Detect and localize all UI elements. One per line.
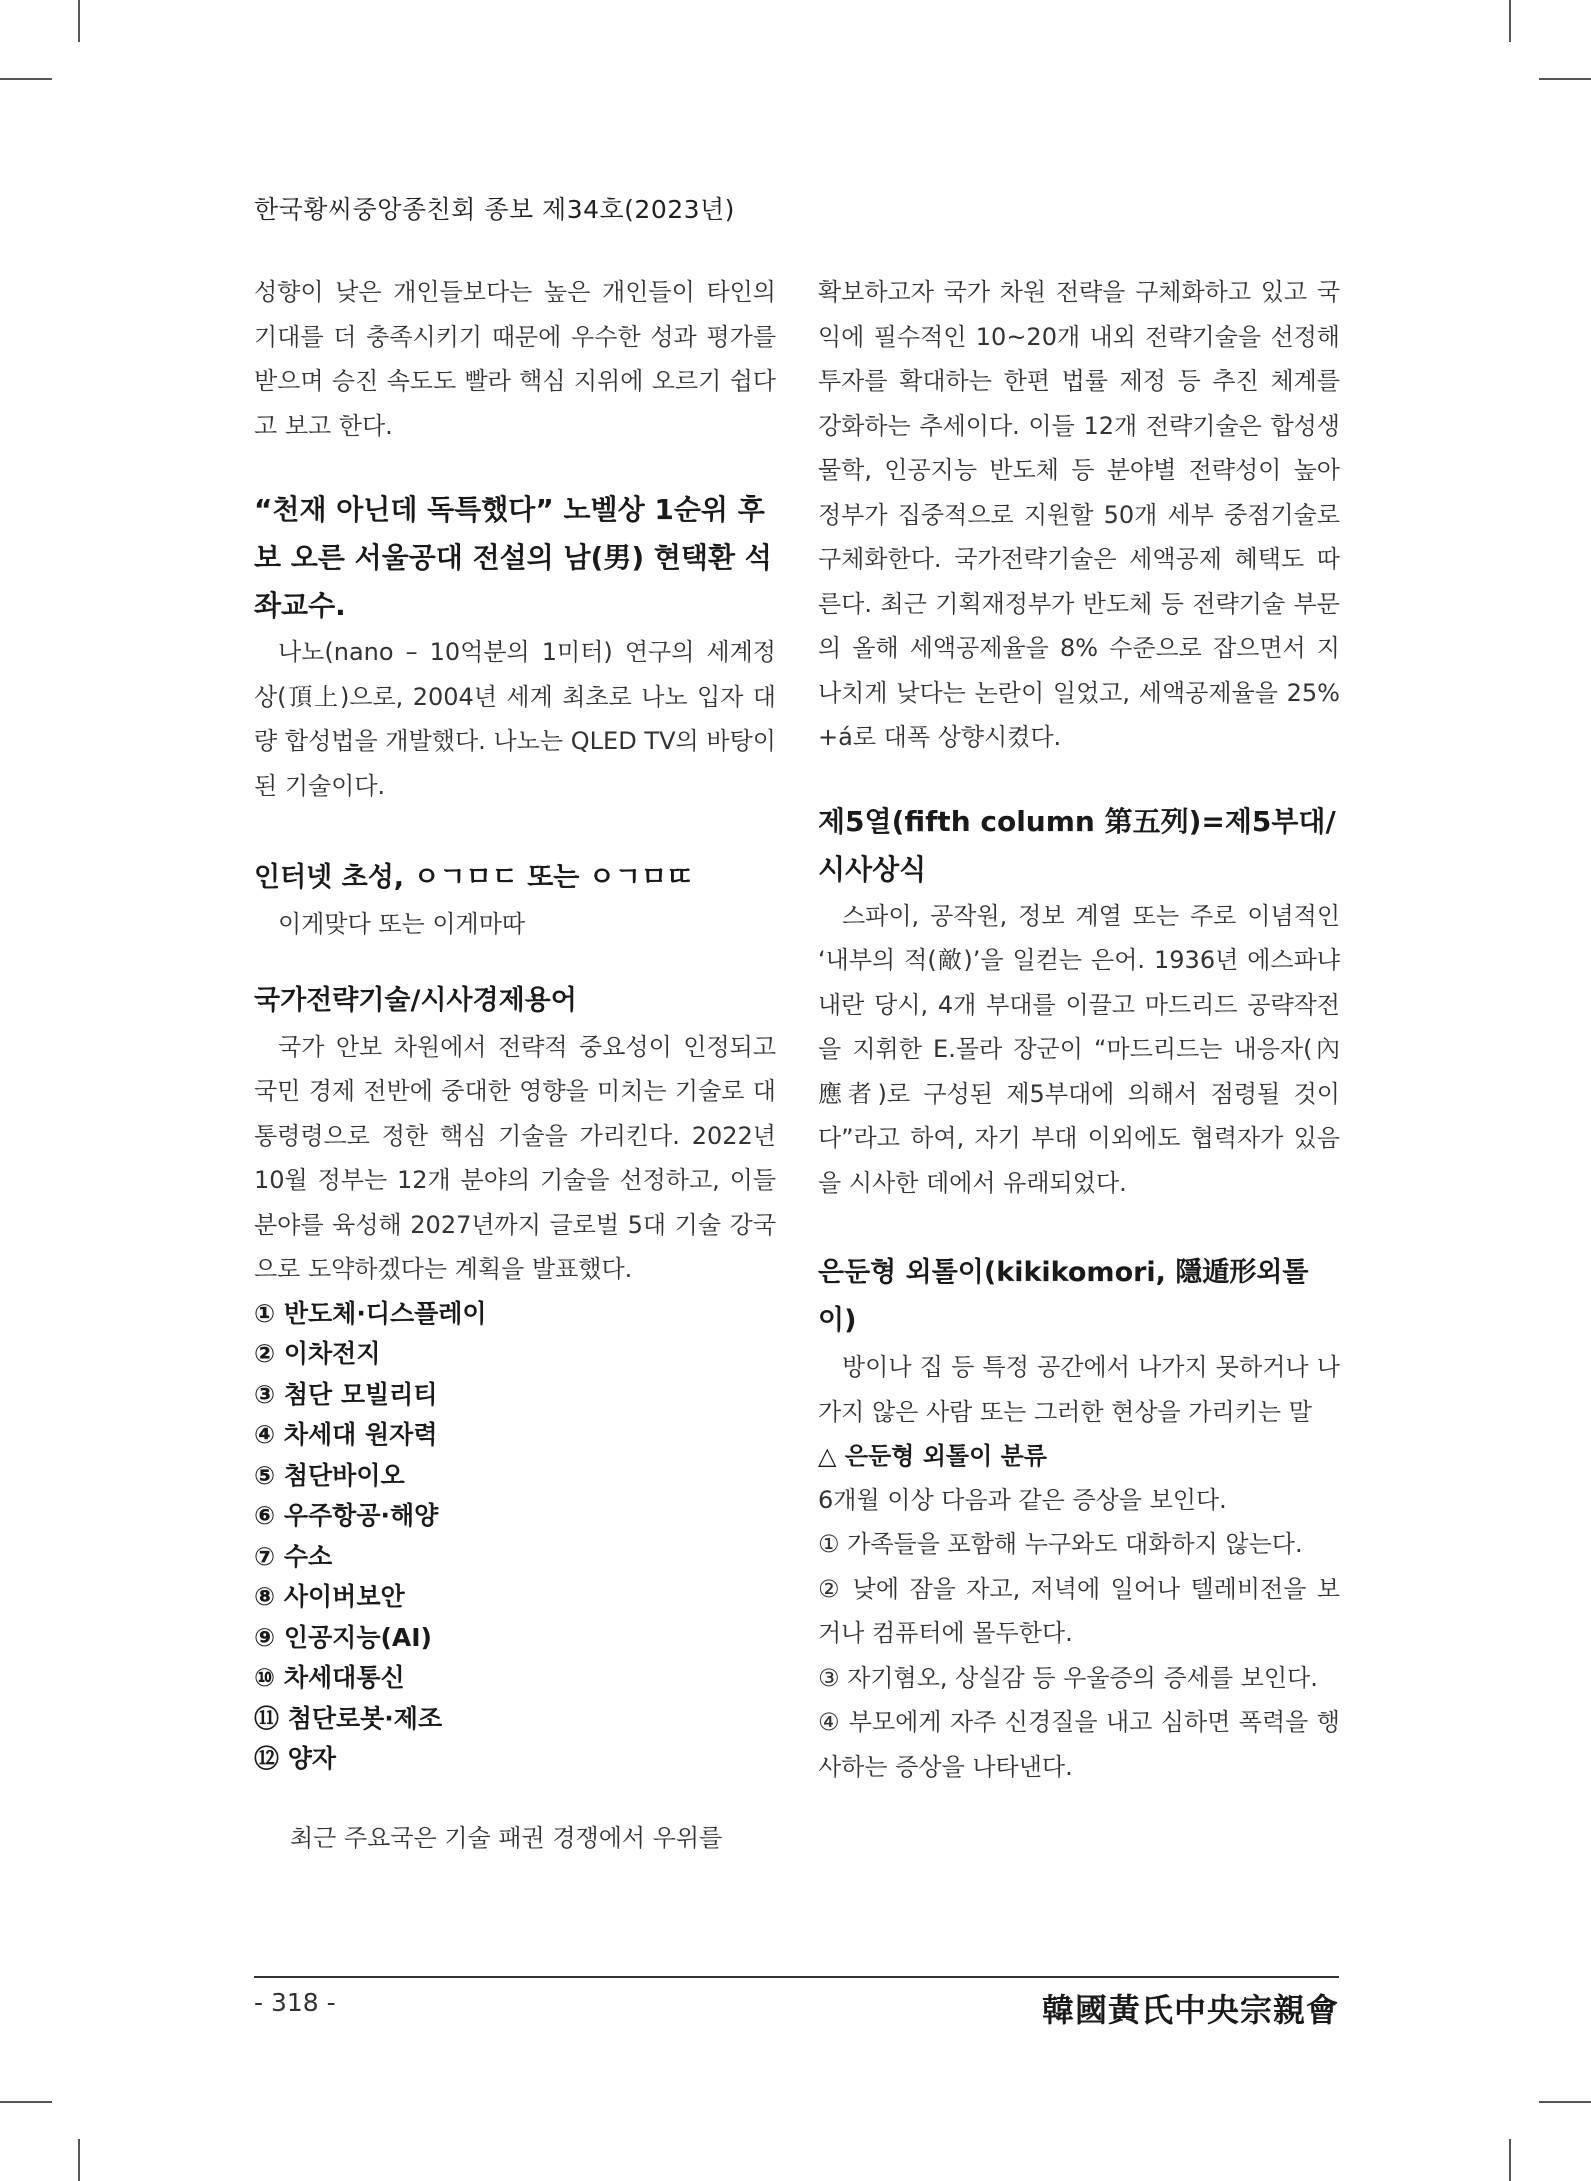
internet-paragraph: 이게맞다 또는 이게마따 xyxy=(278,910,526,938)
list-item: ⑦ 수소 xyxy=(254,1541,333,1571)
page-number: - 318 - xyxy=(254,1988,336,2017)
society-logo-text: 韓國黃氏中央宗親會 xyxy=(1041,1991,1339,2029)
list-item: ⑨ 인공지능(AI) xyxy=(254,1622,432,1652)
list-item: ④ 차세대 원자력 xyxy=(254,1420,438,1449)
crop-mark xyxy=(0,2101,52,2103)
hikikomori-paragraph: 방이나 집 등 특정 공간에서 나가지 못하거나 나가지 않은 사람 또는 그러한 현상을 가리키는 말 xyxy=(818,1353,1340,1426)
section-heading-hikikomori: 은둔형 외톨이(kikikomori, 隱遁形외톨이) xyxy=(818,1257,1309,1336)
list-item: ⑥ 우주항공·해양 xyxy=(254,1501,439,1530)
crop-mark xyxy=(1539,2101,1591,2103)
crop-mark xyxy=(1509,0,1511,42)
list-item: ⑪ 첨단로봇·제조 xyxy=(254,1703,443,1733)
right-column xyxy=(818,270,1340,1789)
strategy-continued-paragraph: 확보하고자 국가 차원 전략을 구체화하고 있고 국익에 필수적인 10~20개 내외 전략기술을 선정해 투자를 확대하는 한편 법률 제정 등 추진 체계를 강화하는 추세이다. 이들 12개 전략기술은 합성생물학, 인공지능 반도체 등 분야별 전략성이 높아 정부가 집중적으로 지원할 50개 세부 중점기술로 구체화한다. 국가전략기술은 세액공제 혜택도 따른다. 최근 기획재정부가 반도체 등 전략기술 부문의 올해 세액공제율을 8% 수준으로 잡으면서 지나치게 낮다는 논란이 일었고, 세액공제율을 25% +á로 대폭 상향시켰다. xyxy=(818,278,1340,751)
section-heading-internet: 인터넷 초성, ㅇㄱㅁㄷ 또는 ㅇㄱㅁㄸ xyxy=(254,862,694,893)
continuation-paragraph: 최근 주요국은 기술 패권 경쟁에서 우위를 xyxy=(290,1823,723,1852)
crop-mark xyxy=(78,2139,80,2181)
list-item: ① 반도체·디스플레이 xyxy=(254,1298,487,1328)
section-heading-nobel: “천재 아닌데 독특했다” 노벨상 1순위 후보 오른 서울공대 전설의 남(男) 현택환 석좌교수. xyxy=(254,493,772,622)
fifth-column-paragraph: 스파이, 공작원, 정보 계열 또는 주로 이념적인 ‘내부의 적(敵)’을 일컫는 은어. 1936년 에스파냐내란 당시, 4개 부대를 이끌고 마드리드 공략작전을 지휘한 E.몰라 장군이 “마드리드는 내응자(內應者)로 구성된 제5부대에 의해서 점령될 것이다”라고 하여, 자기 부대 이외에도 협력자가 있음을 시사한 데에서 유래되었다. xyxy=(818,901,1340,1197)
footer-rule xyxy=(254,1976,1339,1978)
symptom-item: ③ 자기혐오, 상실감 등 우울증의 증세를 보인다. xyxy=(818,1663,1318,1692)
list-item: ⑤ 첨단바이오 xyxy=(254,1460,405,1490)
section-heading-fifth-column: 제5열(fifth column 第五列)=제5부대/시사상식 xyxy=(818,804,1336,886)
list-item: ⑫ 양자 xyxy=(254,1744,337,1773)
list-item: ② 이차전지 xyxy=(254,1339,381,1368)
list-item: ⑩ 차세대통신 xyxy=(254,1663,405,1692)
left-column xyxy=(254,270,776,1860)
section-heading-strategy-tech: 국가전략기술/시사경제용어 xyxy=(254,984,577,1016)
symptom-item: ① 가족들을 포함해 누구와도 대화하지 않는다. xyxy=(818,1530,1303,1558)
crop-mark xyxy=(1539,78,1591,80)
hikikomori-subheading: △ 은둔형 외톨이 분류 xyxy=(818,1442,1047,1470)
intro-paragraph: 성향이 낮은 개인들보다는 높은 개인들이 타인의 기대를 더 충족시키기 때문에 우수한 성과 평가를 받으며 승진 속도도 빨라 핵심 지위에 오르기 쉽다고 보고 한다. xyxy=(254,278,776,440)
crop-mark xyxy=(1509,2139,1511,2181)
crop-mark xyxy=(78,0,80,42)
symptom-item: ② 낮에 잠을 자고, 저녁에 일어나 텔레비전을 보거나 컴퓨터에 몰두한다. xyxy=(818,1574,1340,1647)
symptom-item: ④ 부모에게 자주 신경질을 내고 심하면 폭력을 행사하는 증상을 나타낸다. xyxy=(818,1708,1340,1781)
tech-list xyxy=(254,1294,776,1780)
strategy-tech-paragraph: 국가 안보 차원에서 전략적 중요성이 인정되고 국민 경제 전반에 중대한 영향을 미치는 기술로 대통령령으로 정한 핵심 기술을 가리킨다. 2022년 10월 정부는 12개 분야의 기술을 선정하고, 이들 분야를 육성해 2027년까지 글로벌 5대 기술 강국으로 도약하겠다는 계획을 발표했다. xyxy=(254,1032,776,1283)
crop-mark xyxy=(0,78,52,80)
symptom-intro: 6개월 이상 다음과 같은 증상을 보인다. xyxy=(818,1486,1227,1514)
nano-paragraph: 나노(nano – 10억분의 1미터) 연구의 세계정상(頂上)으로, 2004년 세계 최초로 나노 입자 대량 합성법을 개발했다. 나노는 QLED TV의 바탕이 된 기술이다. xyxy=(254,638,776,800)
running-header: 한국황씨중앙종친회 종보 제34호(2023년) xyxy=(254,195,735,224)
list-item: ⑧ 사이버보안 xyxy=(254,1582,405,1611)
list-item: ③ 첨단 모빌리티 xyxy=(254,1379,438,1409)
